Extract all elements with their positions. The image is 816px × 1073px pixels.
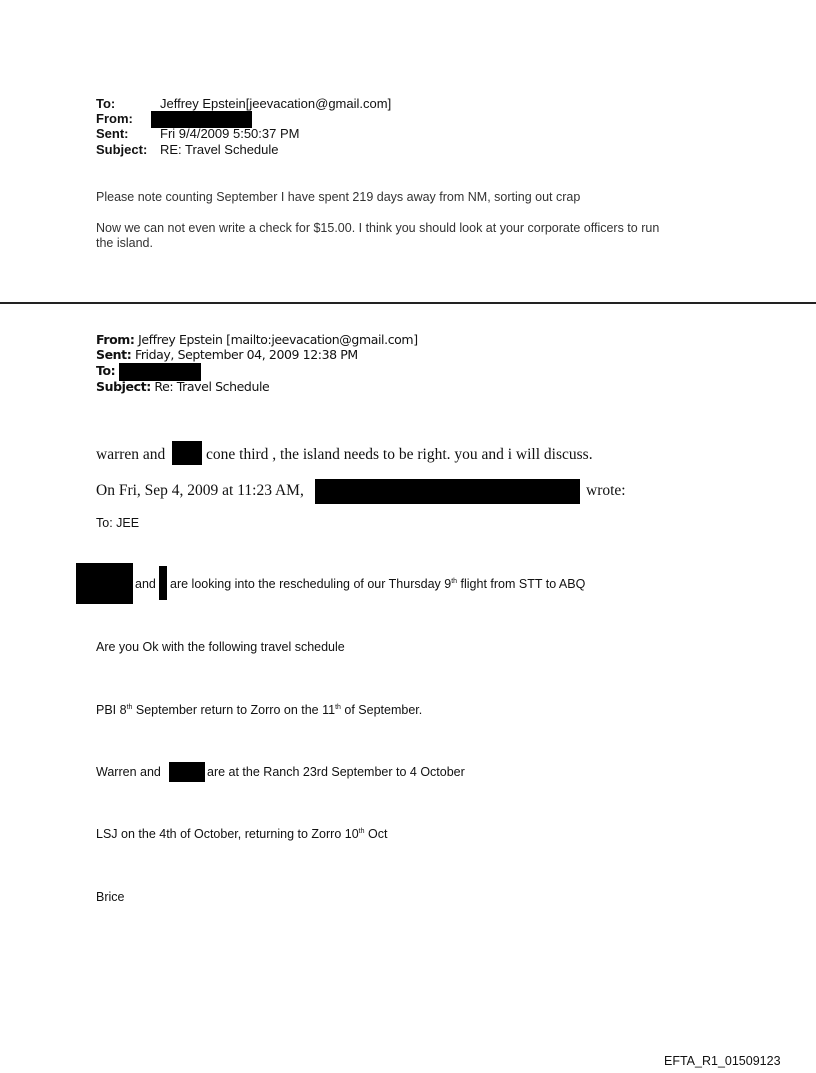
subject-label: Subject: — [96, 142, 148, 157]
message-divider — [0, 302, 816, 304]
warren-line-end: are at the Ranch 23rd September to 4 October — [207, 765, 465, 779]
resched-and: and — [135, 577, 156, 591]
warren-line-start: Warren and — [96, 765, 161, 779]
header2-subject-row — [96, 380, 269, 394]
reply-paragraph-1: Please note counting September I have spent 219 days away from NM, sorting out crap — [96, 190, 581, 204]
lsj-sup: th — [358, 827, 365, 835]
sent-value: Friday, September 04, 2009 12:38 PM — [134, 347, 358, 362]
question-line: Are you Ok with the following travel schedule — [96, 640, 345, 654]
sent-label: Sent: — [96, 126, 129, 141]
lsj-line — [96, 827, 387, 841]
message-line-1-end: cone third , the island needs to be right. you and i will discuss. — [206, 446, 593, 463]
from-label: From: — [96, 111, 133, 126]
signature: Brice — [96, 890, 125, 904]
redaction-block — [76, 563, 133, 604]
from-label: From: — [96, 332, 135, 347]
pbi-b: September return to Zorro on the 11 — [132, 703, 336, 717]
to-jee-line: To: JEE — [96, 516, 140, 530]
header1-to-value: Jeffrey Epstein[jeevacation@gmail.com] — [160, 96, 392, 111]
resched-sup: th — [451, 577, 458, 585]
quote-wrote: wrote: — [586, 482, 626, 499]
header1-from-row — [96, 112, 133, 126]
reply-paragraph-2-line-1: Now we can not even write a check for $15.00. I think you should look at your corporate officers to run — [96, 221, 660, 235]
pbi-sup-1: th — [126, 703, 133, 711]
subject-value: Re: Travel Schedule — [154, 379, 270, 394]
lsj-a: LSJ on the 4th of October, returning to Zorro 10 — [96, 827, 359, 841]
reply-paragraph-2-line-2: the island. — [96, 236, 153, 250]
from-value: Jeffrey Epstein [mailto:jeevacation@gmail.com] — [138, 332, 418, 347]
redaction-block — [315, 479, 580, 504]
redaction-block — [159, 566, 167, 600]
redaction-block — [172, 441, 202, 465]
lsj-b: Oct — [364, 827, 388, 841]
pbi-line — [96, 703, 422, 717]
pbi-a: PBI 8 — [96, 703, 127, 717]
resched-text-a: are looking into the rescheduling of our Thursday 9 — [170, 577, 452, 591]
header1-sent-row — [96, 127, 129, 141]
document-id: EFTA_R1_01509123 — [664, 1054, 781, 1068]
to-label: To: — [96, 363, 116, 378]
to-label: To: — [96, 96, 116, 111]
pbi-sup-2: th — [335, 703, 341, 711]
header2-to-row — [96, 364, 115, 378]
header2-from-row — [96, 333, 418, 347]
header1-subject-row — [96, 143, 147, 157]
header1-sent-value: Fri 9/4/2009 5:50:37 PM — [160, 126, 300, 141]
pbi-c: of September. — [340, 703, 423, 717]
redaction-block — [169, 762, 205, 782]
quote-intro: On Fri, Sep 4, 2009 at 11:23 AM, — [96, 482, 304, 499]
message-line-1-start: warren and — [96, 446, 166, 463]
sent-label: Sent: — [96, 347, 132, 362]
subject-label: Subject: — [96, 379, 151, 394]
header1-to-row — [96, 97, 115, 111]
resched-text-b: flight from STT to ABQ — [457, 577, 586, 591]
header2-sent-row — [96, 348, 358, 362]
header1-subject-value: RE: Travel Schedule — [160, 142, 279, 157]
resched-line — [170, 577, 585, 591]
